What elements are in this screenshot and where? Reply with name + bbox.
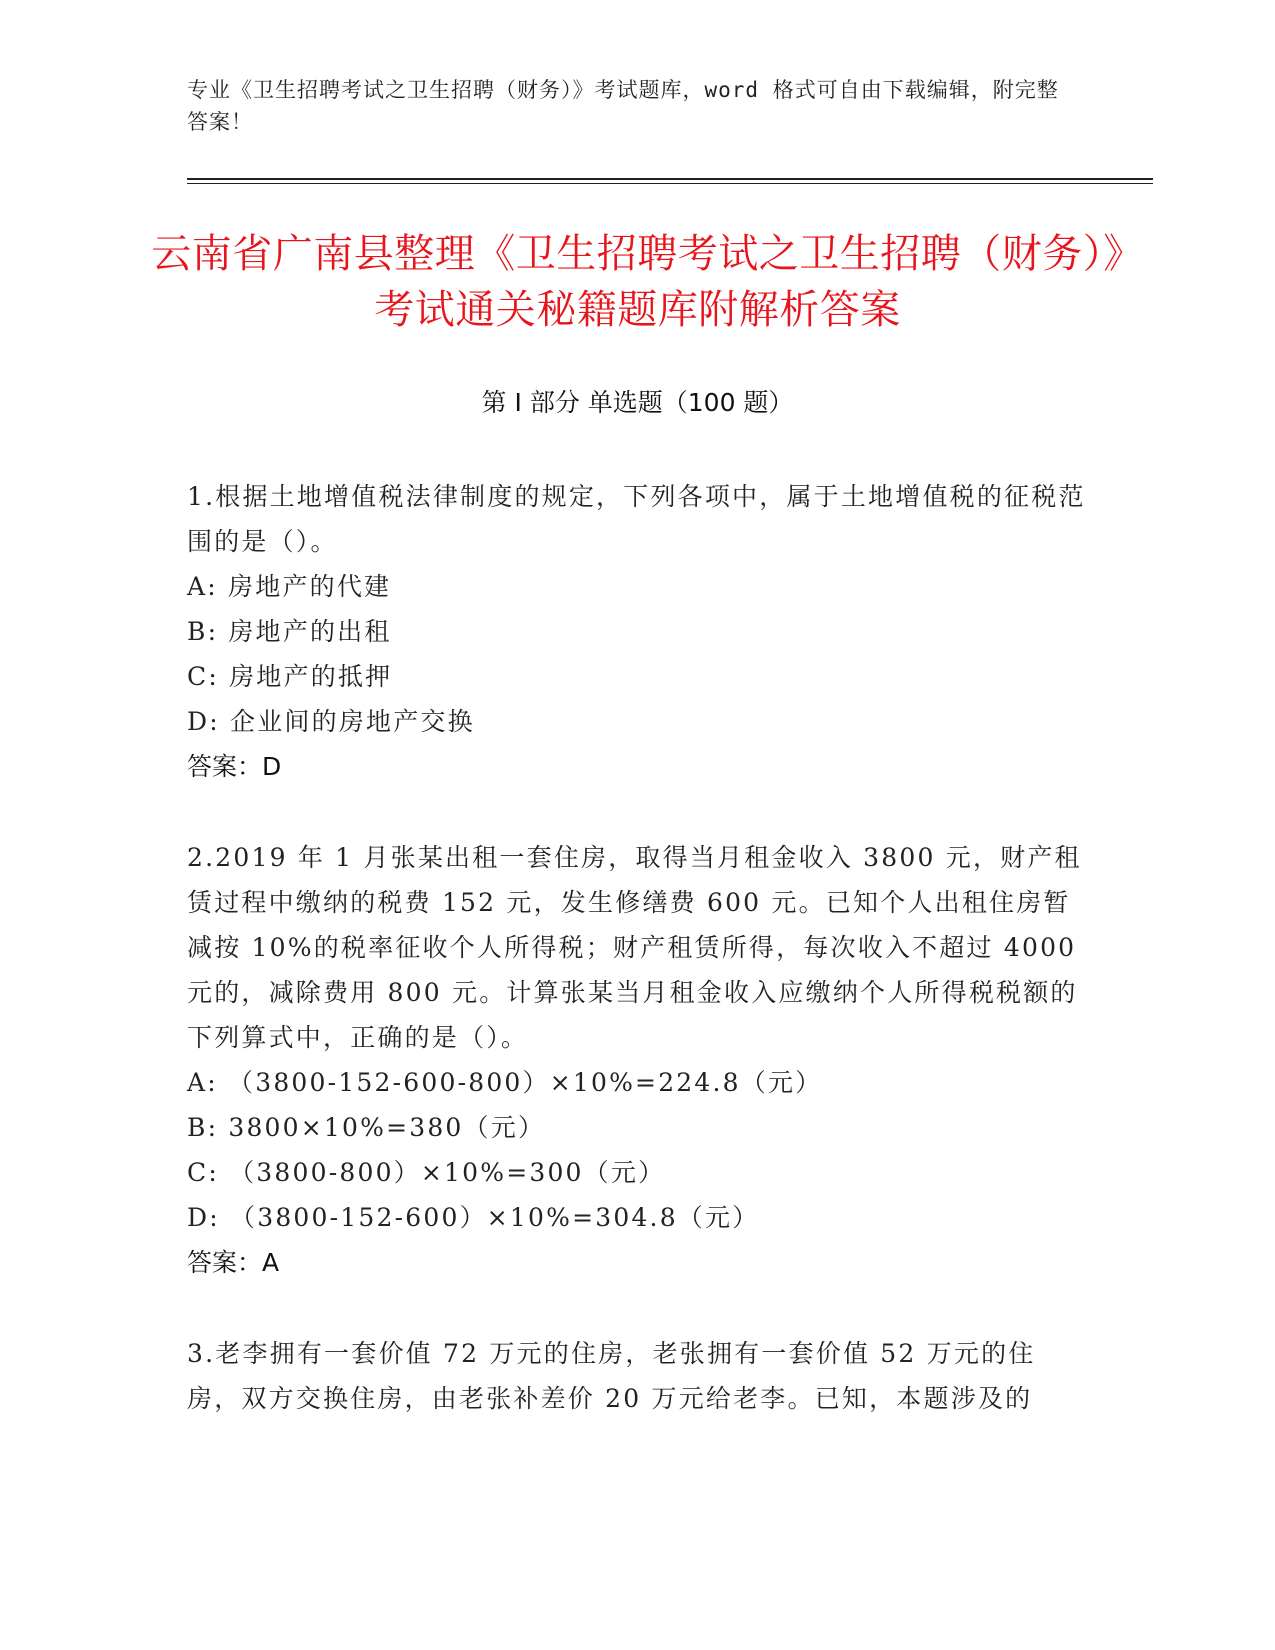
option-d: D: 企业间的房地产交换 (187, 707, 475, 736)
question-stem: 3.老李拥有一套价值 72 万元的住房，老张拥有一套价值 52 万元的住房，双方交换住房，由老张补差价 20 万元给老李。已知，本题涉及的 (187, 1339, 1036, 1413)
option-b: B: 房地产的出租 (187, 617, 392, 646)
document-title: 云南省广南县整理《卫生招聘考试之卫生招聘（财务）》考试通关秘籍题库附解析答案 (151, 231, 1124, 333)
option-a: A: 房地产的代建 (187, 572, 392, 601)
option-a: A: （3800-152-600-800）×10%=224.8（元） (187, 1068, 823, 1097)
option-d: D: （3800-152-600）×10%=304.8（元） (187, 1203, 760, 1232)
question-list (187, 474, 1087, 1467)
question-1 (187, 474, 1087, 789)
section-heading: 第 I 部分 单选题（100 题） (481, 388, 794, 417)
header-note: 专业《卫生招聘考试之卫生招聘（财务）》考试题库，word 格式可自由下载编辑，附完整答案！ (187, 78, 1059, 134)
answer: 答案：D (187, 752, 282, 781)
option-b: B: 3800×10%=380（元） (187, 1113, 546, 1142)
answer: 答案：A (187, 1248, 280, 1277)
question-stem: 2.2019 年 1 月张某出租一套住房，取得当月租金收入 3800 元，财产租赁过程中缴纳的税费 152 元，发生修缮费 600 元。已知个人出租住房暂减按 10%的税率征收个人所得税；财产租赁所得，每次收入不超过 4000 元的，减除费用 800 元。计算张某当月租金收入应缴纳个人所得税税额的下列算式中，正确的是（）。 (187, 843, 1082, 1052)
header-divider-thick (187, 178, 1153, 180)
question-3 (187, 1331, 1087, 1421)
option-c: C: （3800-800）×10%=300（元） (187, 1158, 666, 1187)
question-2 (187, 835, 1087, 1285)
header-divider-thin (187, 183, 1153, 184)
option-c: C: 房地产的抵押 (187, 662, 393, 691)
question-stem: 1.根据土地增值税法律制度的规定，下列各项中，属于土地增值税的征税范围的是（）。 (187, 482, 1086, 556)
